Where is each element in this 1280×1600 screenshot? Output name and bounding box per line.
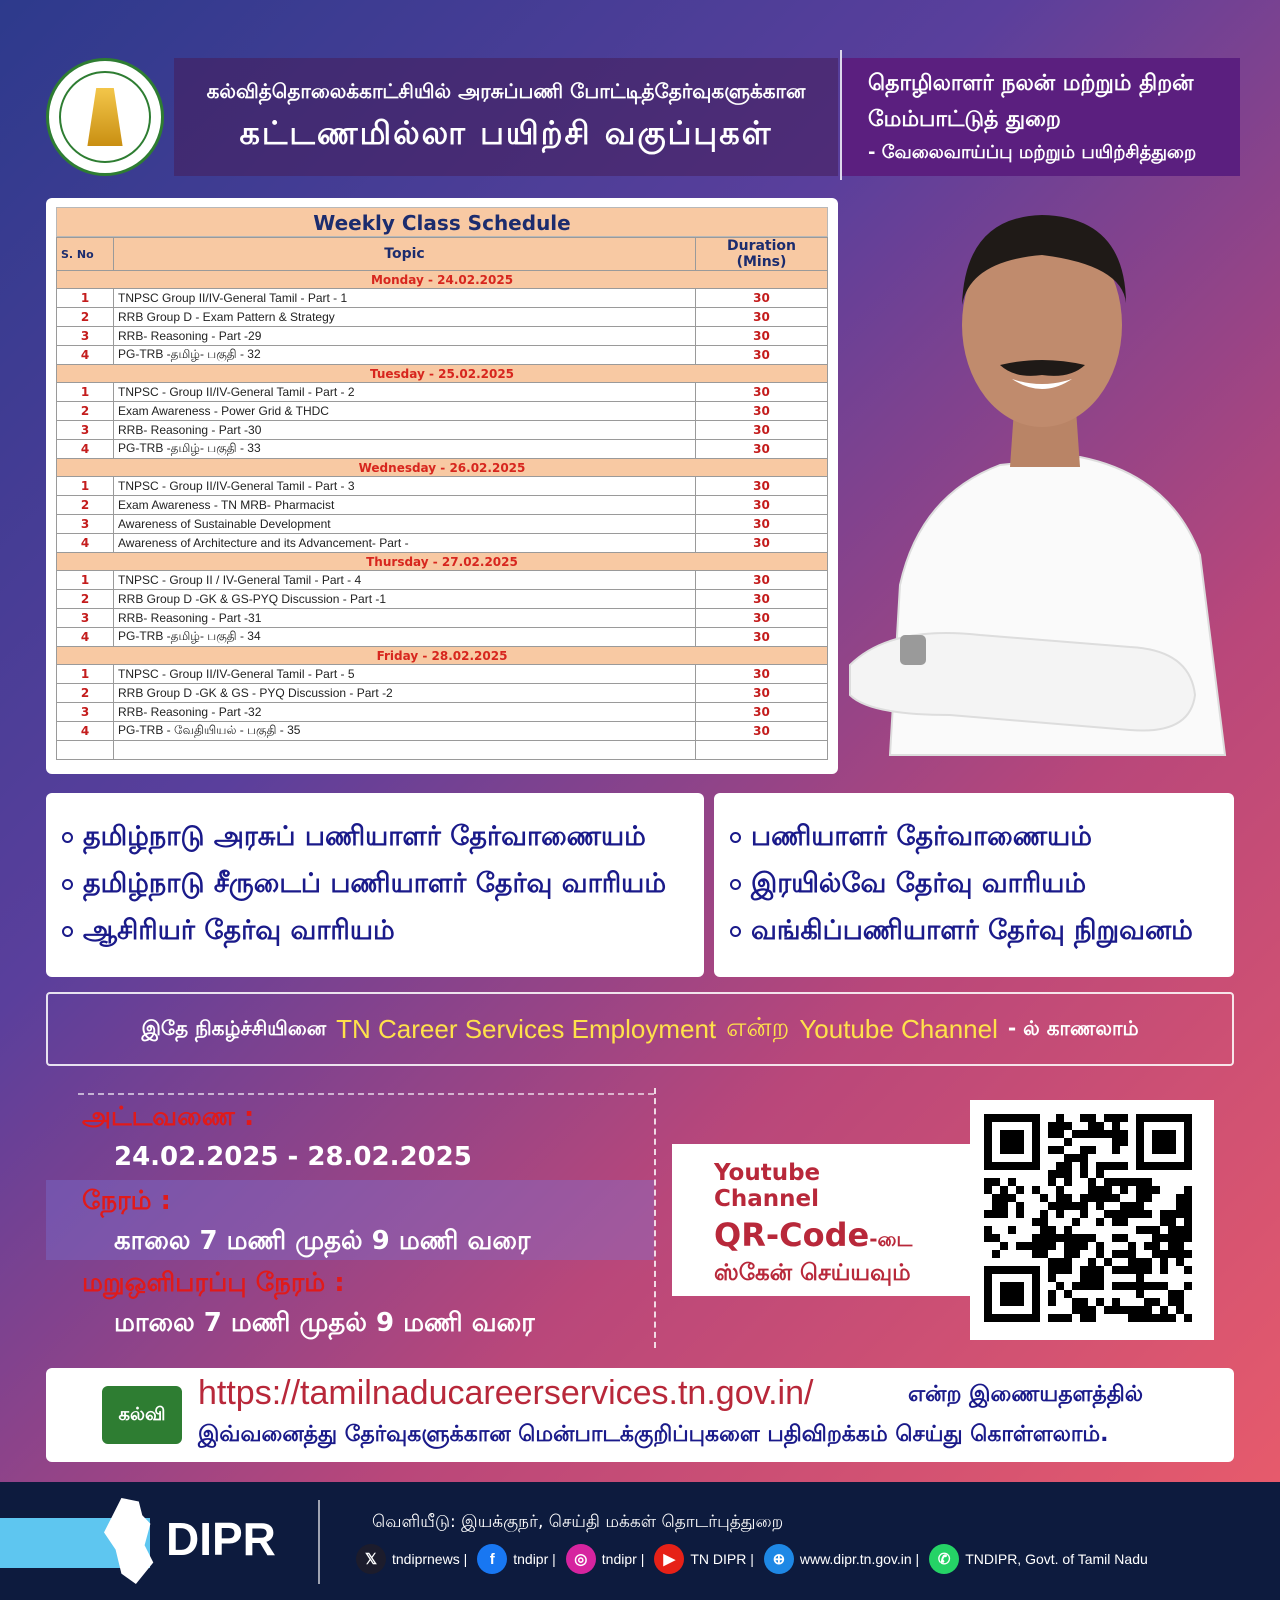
- time-label: நேரம் :: [82, 1186, 171, 1216]
- header-title: கட்டணமில்லா பயிற்சி வகுப்புகள்: [239, 113, 773, 152]
- temple-tower-icon: [83, 88, 127, 146]
- table-row: [57, 421, 828, 440]
- row-number: 3: [57, 703, 114, 722]
- row-duration: 30: [696, 421, 828, 440]
- row-duration: 30: [696, 402, 828, 421]
- tn-emblem-logo: [46, 58, 164, 176]
- bullet-icon: [730, 879, 741, 890]
- row-topic: TNPSC - Group II/IV-General Tamil - Part - 5: [114, 665, 696, 684]
- row-duration: 30: [696, 609, 828, 628]
- dept-line-2: மேம்பாட்டுத் துறை: [868, 107, 1061, 132]
- row-number: 4: [57, 534, 114, 553]
- board-item: பணியாளர் தேர்வாணையம்: [730, 813, 1218, 860]
- row-topic: TNPSC - Group II/IV-General Tamil - Part - 2: [114, 383, 696, 402]
- social-label[interactable]: TNDIPR, Govt. of Tamil Nadu: [965, 1551, 1148, 1567]
- table-row: [57, 402, 828, 421]
- row-number: 2: [57, 308, 114, 327]
- row-topic: PG-TRB - வேதியியல் - பகுதி - 35: [114, 722, 696, 741]
- bullet-icon: [62, 832, 73, 843]
- bullet-icon: [62, 879, 73, 890]
- notice-mid: என்ற: [726, 1012, 790, 1042]
- row-topic: PG-TRB -தமிழ்- பகுதி - 34: [114, 628, 696, 647]
- table-row: [57, 496, 828, 515]
- row-number: 2: [57, 590, 114, 609]
- table-row: [57, 289, 828, 308]
- board-item: வங்கிப்பணியாளர் தேர்வு நிறுவனம்: [730, 907, 1218, 954]
- notice-prefix: இதே நிகழ்ச்சியினை: [141, 1015, 327, 1040]
- row-number: 2: [57, 684, 114, 703]
- bullet-icon: [730, 926, 741, 937]
- website-description: இவ்வனைத்து தேர்வுகளுக்கான மென்பாடக்குறிப்புகளை பதிவிறக்கம் செய்து கொள்ளலாம்.: [198, 1422, 1109, 1447]
- table-row: [57, 571, 828, 590]
- rebroadcast-label: மறுஒளிபரப்பு நேரம் :: [82, 1268, 345, 1298]
- header-subtitle: கல்வித்தொலைக்காட்சியில் அரசுப்பணி போட்டித்தேர்வுகளுக்கான: [206, 78, 806, 103]
- day-header-row: [57, 647, 828, 665]
- row-duration: 30: [696, 440, 828, 459]
- row-number: 1: [57, 665, 114, 684]
- row-topic: RRB Group D - Exam Pattern & Strategy: [114, 308, 696, 327]
- row-topic: Exam Awareness - Power Grid & THDC: [114, 402, 696, 421]
- person-photo: [830, 195, 1240, 775]
- divider: [654, 1088, 656, 1348]
- kalvi-tv-logo: கல்வி: [102, 1386, 182, 1444]
- col-header-duration: Duration (Mins): [696, 238, 828, 271]
- social-label[interactable]: tndiprnews |: [392, 1551, 468, 1567]
- table-row: [57, 515, 828, 534]
- schedule-label: அட்டவணை :: [82, 1102, 255, 1132]
- social-label[interactable]: tndipr |: [513, 1551, 556, 1567]
- qr-instructions: [672, 1144, 972, 1296]
- table-row-empty: [57, 741, 828, 760]
- globe-icon[interactable]: ⊕: [764, 1544, 794, 1574]
- table-row: [57, 703, 828, 722]
- row-topic: RRB- Reasoning - Part -30: [114, 421, 696, 440]
- row-topic: RRB- Reasoning - Part -31: [114, 609, 696, 628]
- row-topic: RRB- Reasoning - Part -29: [114, 327, 696, 346]
- rebroadcast-value: மாலை 7 மணி முதல் 9 மணி வரை: [114, 1308, 535, 1338]
- day-label: Monday - 24.02.2025: [57, 271, 828, 289]
- qr-code[interactable]: [970, 1100, 1214, 1340]
- table-row: [57, 684, 828, 703]
- social-label[interactable]: TN DIPR |: [690, 1551, 754, 1567]
- row-duration: 30: [696, 515, 828, 534]
- row-topic: RRB Group D -GK & GS-PYQ Discussion - Part -1: [114, 590, 696, 609]
- social-links: [356, 1544, 1152, 1574]
- youtube-icon[interactable]: ▶: [654, 1544, 684, 1574]
- notice-youtube: Youtube Channel: [799, 1013, 998, 1044]
- row-topic: RRB- Reasoning - Part -32: [114, 703, 696, 722]
- row-duration: 30: [696, 571, 828, 590]
- row-duration: 30: [696, 289, 828, 308]
- schedule-dates: 24.02.2025 - 28.02.2025: [114, 1142, 472, 1172]
- time-value: காலை 7 மணி முதல் 9 மணி வரை: [114, 1226, 531, 1256]
- website-suffix: என்ற இணையதளத்தில்: [908, 1382, 1144, 1407]
- row-duration: 30: [696, 496, 828, 515]
- table-row: [57, 477, 828, 496]
- row-number: 1: [57, 477, 114, 496]
- board-item: ஆசிரியர் தேர்வு வாரியம்: [62, 907, 688, 954]
- dept-line-1: தொழிலாளர் நலன் மற்றும் திறன்: [868, 71, 1194, 96]
- row-number: 3: [57, 421, 114, 440]
- board-item: தமிழ்நாடு அரசுப் பணியாளர் தேர்வாணையம்: [62, 813, 688, 860]
- day-header-row: [57, 459, 828, 477]
- qr-line-2: QR-Code-டை: [714, 1216, 913, 1254]
- row-number: 1: [57, 289, 114, 308]
- table-row: [57, 440, 828, 459]
- row-number: 4: [57, 346, 114, 365]
- x-icon[interactable]: 𝕏: [356, 1544, 386, 1574]
- board-item: தமிழ்நாடு சீருடைப் பணியாளர் தேர்வு வாரியம்: [62, 860, 688, 907]
- row-number: 4: [57, 440, 114, 459]
- website-link[interactable]: https://tamilnaducareerservices.tn.gov.in/: [198, 1374, 814, 1412]
- row-duration: 30: [696, 346, 828, 365]
- row-duration: 30: [696, 684, 828, 703]
- row-topic: Exam Awareness - TN MRB- Pharmacist: [114, 496, 696, 515]
- channel-name[interactable]: TN Career Services Employment: [336, 1013, 717, 1044]
- table-row: [57, 609, 828, 628]
- row-number: 4: [57, 722, 114, 741]
- day-header-row: [57, 553, 828, 571]
- table-row: [57, 665, 828, 684]
- table-row: [57, 722, 828, 741]
- day-header-row: [57, 271, 828, 289]
- row-duration: 30: [696, 383, 828, 402]
- row-duration: 30: [696, 628, 828, 647]
- col-header-topic: Topic: [114, 238, 696, 271]
- bullet-icon: [62, 926, 73, 937]
- qr-line-1: Youtube Channel: [714, 1160, 821, 1212]
- weekly-schedule: [46, 198, 838, 774]
- row-topic: Awareness of Sustainable Development: [114, 515, 696, 534]
- row-duration: 30: [696, 534, 828, 553]
- row-duration: 30: [696, 477, 828, 496]
- row-topic: PG-TRB -தமிழ்- பகுதி - 33: [114, 440, 696, 459]
- youtube-notice: [46, 992, 1234, 1066]
- qr-code-graphic: [984, 1114, 1200, 1326]
- exam-boards-right: [714, 793, 1234, 977]
- row-duration: 30: [696, 665, 828, 684]
- row-duration: 30: [696, 308, 828, 327]
- day-header-row: [57, 365, 828, 383]
- row-number: 2: [57, 402, 114, 421]
- day-label: Wednesday - 26.02.2025: [57, 459, 828, 477]
- facebook-icon[interactable]: f: [477, 1544, 507, 1574]
- row-number: 3: [57, 515, 114, 534]
- table-row: [57, 327, 828, 346]
- row-duration: 30: [696, 722, 828, 741]
- col-header-sno: S. No: [57, 238, 114, 271]
- row-duration: 30: [696, 590, 828, 609]
- row-topic: RRB Group D -GK & GS - PYQ Discussion - Part -2: [114, 684, 696, 703]
- notice-suffix: - ல் காணலாம்: [1007, 1015, 1139, 1040]
- schedule-title: Weekly Class Schedule: [56, 207, 828, 237]
- row-number: 1: [57, 383, 114, 402]
- dipr-logo: DIPR: [166, 1513, 276, 1565]
- day-label: Tuesday - 25.02.2025: [57, 365, 828, 383]
- bullet-icon: [730, 832, 741, 843]
- department-box: [842, 58, 1240, 176]
- social-label[interactable]: tndipr |: [601, 1551, 645, 1567]
- header-banner: [174, 58, 838, 176]
- whatsapp-icon[interactable]: ✆: [929, 1544, 959, 1574]
- table-row: [57, 534, 828, 553]
- board-item: இரயில்வே தேர்வு வாரியம்: [730, 860, 1218, 907]
- table-row: [57, 383, 828, 402]
- row-number: 1: [57, 571, 114, 590]
- qr-line-3: ஸ்கேன் செய்யவும்: [714, 1260, 911, 1286]
- social-label[interactable]: www.dipr.tn.gov.in |: [799, 1551, 920, 1567]
- row-topic: TNPSC - Group II / IV-General Tamil - Part - 4: [114, 571, 696, 590]
- row-topic: PG-TRB -தமிழ்- பகுதி - 32: [114, 346, 696, 365]
- row-duration: 30: [696, 703, 828, 722]
- exam-boards-left: [46, 793, 704, 977]
- row-number: 4: [57, 628, 114, 647]
- row-number: 3: [57, 327, 114, 346]
- schedule-table: [56, 237, 828, 760]
- row-number: 3: [57, 609, 114, 628]
- table-row: [57, 308, 828, 327]
- day-label: Thursday - 27.02.2025: [57, 553, 828, 571]
- row-topic: TNPSC Group II/IV-General Tamil - Part - 1: [114, 289, 696, 308]
- row-number: 2: [57, 496, 114, 515]
- day-label: Friday - 28.02.2025: [57, 647, 828, 665]
- table-row: [57, 590, 828, 609]
- footer-divider: [318, 1500, 320, 1584]
- row-duration: 30: [696, 327, 828, 346]
- divider: [78, 1093, 654, 1095]
- row-topic: TNPSC - Group II/IV-General Tamil - Part - 3: [114, 477, 696, 496]
- publisher-text: வெளியீடு: இயக்குநர், செய்தி மக்கள் தொடர்புத்துறை: [372, 1512, 784, 1532]
- table-row: [57, 628, 828, 647]
- row-topic: Awareness of Architecture and its Advancement- Part -: [114, 534, 696, 553]
- table-row: [57, 346, 828, 365]
- website-box: [46, 1368, 1234, 1462]
- instagram-icon[interactable]: ◎: [566, 1544, 596, 1574]
- dept-line-3: - வேலைவாய்ப்பு மற்றும் பயிற்சித்துறை: [868, 142, 1197, 163]
